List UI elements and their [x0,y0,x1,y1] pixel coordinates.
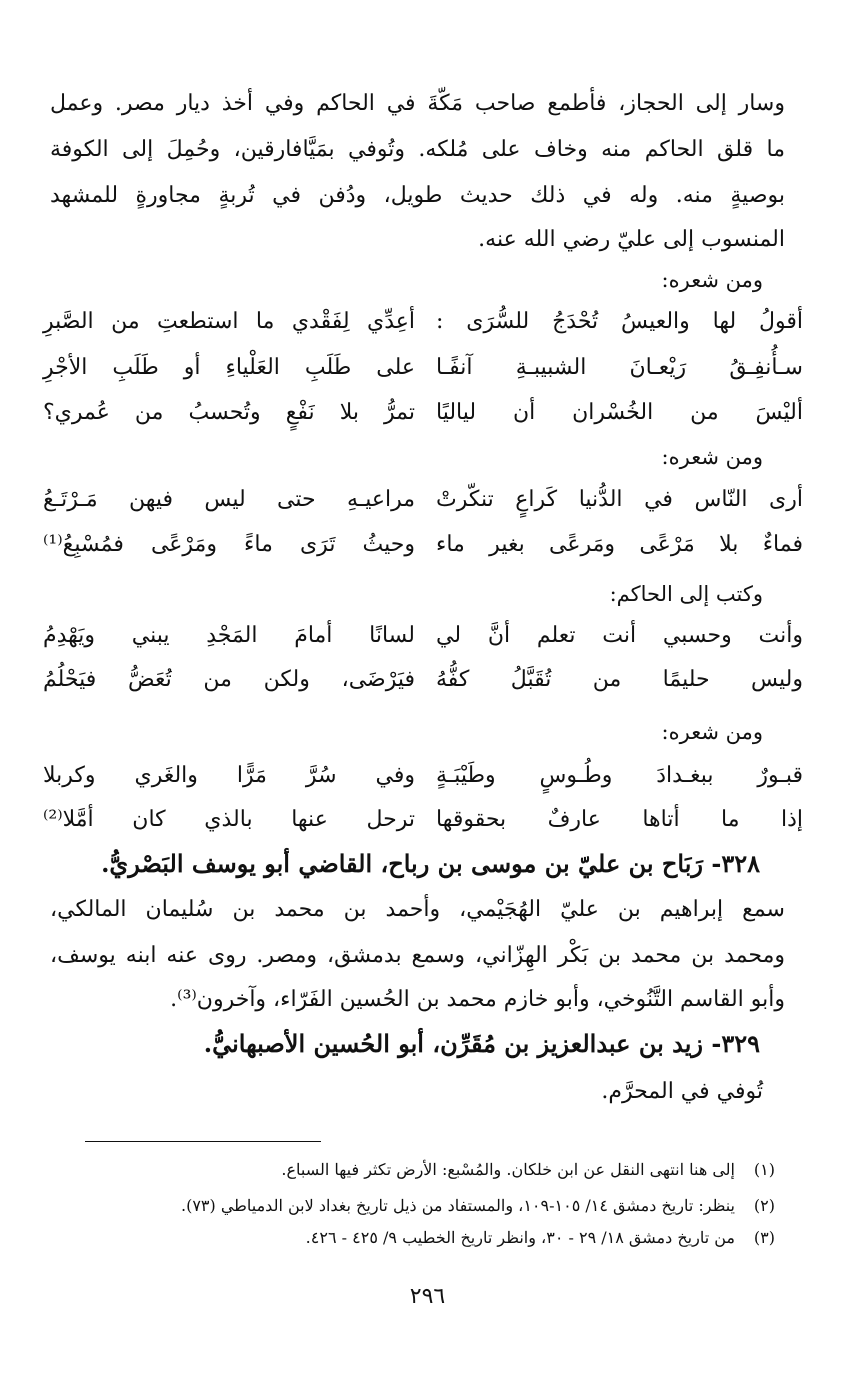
footnote-number: (٢) [753,1196,775,1215]
verse-first-hemistich: قبـورٌ ببغـدادَ وطُـوسٍ وطَيْبَـةٍ [436,763,803,788]
footnote [181,1192,775,1220]
verse-second-hemistich: وفي سُرَّ مَرًّا والغَري وكربلا [43,763,415,788]
entry-heading: ٣٢٩- زيد بن عبدالعزيز بن مُقَرِّن، أبو الحُسين الأصبهانيُّ. [203,1029,760,1058]
page-number: ٢٩٦ [409,1284,446,1309]
verse-first-hemistich: وأنت وحسبي أنت تعلم أنَّ لي [436,623,803,648]
verse-first-hemistich: أقولُ لها والعيسُ تُحْدَجُ للسُّرَى : [436,309,803,334]
verse-first-hemistich: سـأُنفِـقُ رَيْعـانَ الشبيبـةِ آنفًـا [436,355,803,380]
poem-intro: ومن شعره: [661,720,763,744]
verse-second-hemistich: مراعيـهِ حتى ليس فيهن مَـرْتَـعُ [43,487,415,512]
entry-line: وأبو القاسم التَّنُوخي، وأبو خازم محمد بن الحُسين الفَرّاء، وآخرون⁽³⁾. [170,987,785,1012]
poem-intro: ومن شعره: [661,268,763,292]
verse-second-hemistich: تمرُّ بلا نَفْعٍ وتُحسبُ من عُمري؟ [43,400,415,425]
footnote-number: (٣) [753,1228,775,1247]
verse-first-hemistich: إذا ما أتاها عارفٌ بحقوقها [436,807,803,832]
paragraph-line: المنسوب إلى عليّ رضي الله عنه. [478,227,785,252]
paragraph-line: وسار إلى الحجاز، فأطمع صاحب مَكّةَ في الحاكم وفي أخذ ديار مصر. وعمل [50,91,785,116]
footnote [281,1156,775,1184]
verse-second-hemistich: على طَلَبِ العَلْياءِ أو طَلَبِ الأجْرِ [43,355,415,380]
poem-intro: ومن شعره: [661,445,763,469]
verse-second-hemistich: أعِدِّي لِفَقْدي ما استطعتِ من الصَّبرِ [43,309,415,334]
entry-line: سمع إبراهيم بن عليّ الهُجَيْمي، وأحمد بن محمد بن سُليمان المالكي، [50,897,785,922]
verse-first-hemistich: وليس حليمًا من تُقَبَّلُ كفُّهُ [436,667,803,692]
verse-first-hemistich: فماءٌ بلا مَرْعًى ومَرعًى بغير ماء [436,532,803,557]
verse-second-hemistich: لسانًا أمامَ المَجْدِ يبني ويَهْدِمُ [43,623,415,648]
footnote-text: ينظر: تاريخ دمشق ١٤/ ١٠٥-١٠٩، والمستفاد من ذيل تاريخ بغداد لابن الدمياطي (٧٣). [180,1196,735,1215]
verse-first-hemistich: أليْسَ من الخُسْران أن لياليًا [436,400,803,425]
footnote-number: (١) [753,1160,775,1179]
poem-intro: وكتب إلى الحاكم: [609,582,763,606]
entry-line: تُوفي في المحرَّم. [601,1079,763,1104]
footnote-text: من تاريخ دمشق ١٨/ ٢٩ - ٣٠، وانظر تاريخ الخطيب ٩/ ٤٢٥ - ٤٢٦. [305,1228,735,1247]
paragraph-line: ما قلق الحاكم منه وخاف على مُلكه. وتُوفي بمَيَّافارقين، وحُمِلَ إلى الكوفة [50,137,785,162]
verse-second-hemistich: ترحل عنها بالذي كان أمَّلا⁽²⁾ [43,807,415,832]
footnote [306,1224,775,1252]
entry-line: ومحمد بن محمد بن بَكْر الهِزّاني، وسمع بدمشق، ومصر. روى عنه ابنه يوسف، [50,943,785,968]
verse-second-hemistich: وحيثُ تَرَى ماءً ومَرْعًى فمُسْبِعُ⁽¹⁾ [43,532,415,557]
footnote-text: إلى هنا انتهى النقل عن ابن خلكان. والمُسْبع: الأرض تكثر فيها السباع. [281,1160,735,1179]
paragraph-line: بوصيةٍ منه. وله في ذلك حديث طويل، ودُفن في تُربةٍ مجاورةٍ للمشهد [50,183,785,208]
entry-heading: ٣٢٨- رَبَاح بن عليّ بن موسى بن رباح، القاضي أبو يوسف البَصْريُّ. [101,849,760,878]
verse-first-hemistich: أرى النّاس في الدُّنيا كَراعٍ تنكّرتْ [436,487,803,512]
footnote-divider [85,1141,321,1142]
verse-second-hemistich: فيَرْضَى، ولكن من تُعَضُّ فيَحْلُمُ [43,667,415,692]
